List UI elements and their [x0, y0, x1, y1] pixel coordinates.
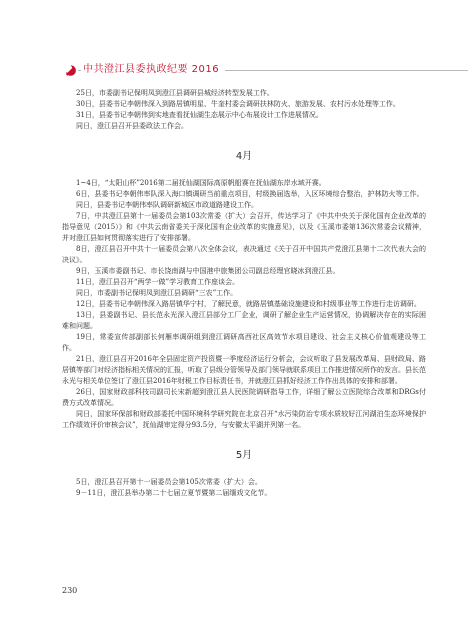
header-title: 中共澄江县委执政纪要 2016	[81, 62, 225, 78]
entry-paragraph: 26日，国家财政部科技司副司长宋新超到澄江县人民医院调研指导工作，详细了解公立医院综合改革和DRGs付费方式改革情况。	[62, 388, 426, 407]
entry-paragraph: 21日，澄江县召开2016年全县固定资产投资暨一季度经济运行分析会，会议听取了县发展改革局、县财政局、路居镇等部门对经济指标相关情况的汇报，听取了县级分管领导及部门领导就联系项目工作推进情况所作的发言。县长范永光与相关单位签订了澄江县2016年财税工作目标责任书，并就澄江县抓好经济工作作出具体的安排和部署。	[62, 355, 426, 385]
entry-paragraph: 13日，县委副书记、县长范永光深入澄江县部分工厂企业，调研了解企业生产运营情况，协调解决存在的实际困难和问题。	[62, 311, 426, 330]
entry-paragraph: 8日，澄江县召开中共十一届委员会第八次全体会议，表决通过《关于召开中国共产党澄江县第十二次代表大会的决议》。	[62, 245, 426, 264]
entry-paragraph: 5日，澄江县召开第十一届委员会第105次常委（扩大）会。	[76, 478, 262, 486]
entry-paragraph: 同日，国家环保部和财政部委托中国环境科学研究院在北京召开“水污染防治专项水质较好江河湖泊生态环境保护工作绩效评价审核会议”，抚仙湖审定得分93.5分，与安徽太平湖并列第一名。	[62, 410, 426, 429]
entry-paragraph: 30日，县委书记李朝伟深入到路居镇明星、牛奎村委会调研扶林防火、旅游发展、农村污水处理等工作。	[76, 100, 400, 108]
entry-paragraph: 9－11日，澄江县举办第二十七届立夏节暨第二届缅戏文化节。	[76, 489, 272, 497]
entry-paragraph: 19日，常委宣传部副部长何雁率调研组到澄江调研高西社区高效节水项目建设、社会主义核心价值观建设等工作。	[62, 333, 426, 352]
entry-paragraph: 11日，澄江县召开“两学一做”学习教育工作座谈会。	[76, 278, 240, 286]
party-emblem-icon	[62, 62, 78, 78]
entry-paragraph: 31日，县委书记李朝伟到实地查看抚仙湖生态展示中心布展设计工作进展情况。	[76, 111, 323, 119]
entry-paragraph: 6日，县委书记李朝伟率队深入海口镇调研当前重点项目，村级换届选举，入区环境综合整治，护林防火等工作。	[76, 190, 424, 198]
page-number: 230	[62, 586, 78, 595]
entry-paragraph: 同日，县委书记李朝伟率队调研新城区市政道路建设工作。	[76, 201, 258, 209]
entry-paragraph: 9日，玉溪市委副书记、市长饶南湖与中国港中旅集团公司副总经理官晓冰到澄江县。	[76, 267, 340, 275]
document-body	[62, 88, 426, 499]
entry-paragraph: 同日，市委副书记保明凤到澄江县调研“三农”工作。	[76, 289, 238, 297]
entry-paragraph: 1~4日，“太阳山杯”2016第二届抚仙湖国际高原帆船赛在抚仙湖东岸水域开赛。	[76, 179, 326, 187]
page-header	[0, 62, 468, 80]
entry-paragraph: 同日，澄江县召开县委政法工作会。	[76, 122, 188, 130]
month-heading-april: 4月	[235, 151, 253, 162]
entry-paragraph: 7日，中共澄江县第十一届委员会第103次常委（扩大）会召开，传达学习了《中共中央关于深化国有企业改革的指导意见（2015）》和《中共云南省委关于深化国有企业改革的实施意见》，以及《玉溪市委第136次常委会议精神，并对澄江县如何贯彻落实进行了安排部署。	[62, 212, 426, 242]
entry-paragraph: 25日，市委副书记保明凤到澄江县调研县城经济转型发展工作。	[76, 89, 274, 97]
month-heading-may: 5月	[235, 450, 253, 461]
entry-paragraph: 12日，县委书记李朝伟深入路居镇华宁村，了解民意，就路居镇基础设施建设和村级事业等工作进行走访调研。	[76, 300, 421, 308]
